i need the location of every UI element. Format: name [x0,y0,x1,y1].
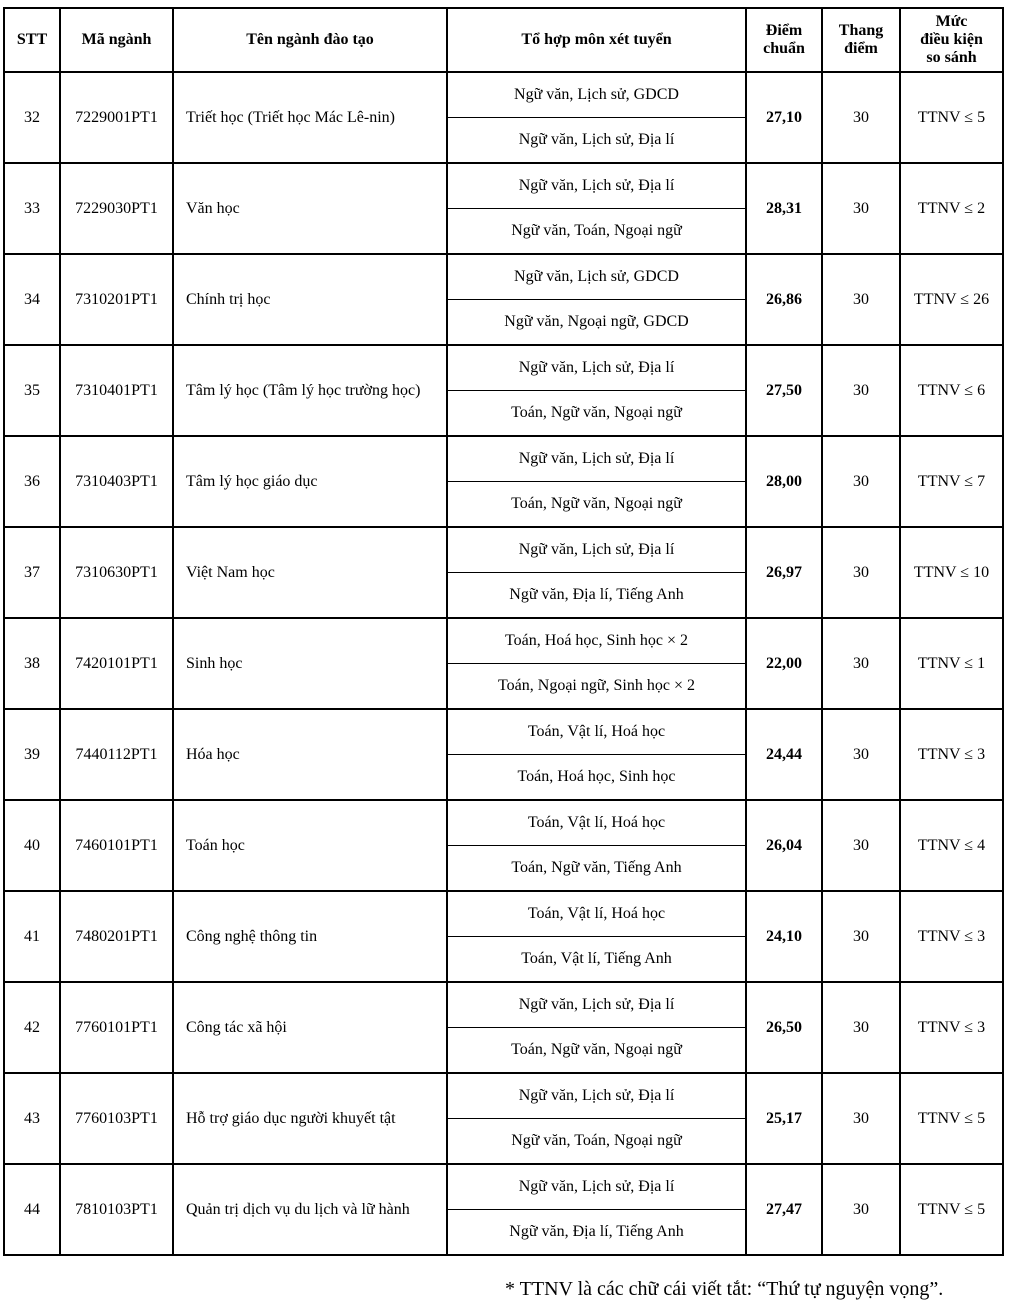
condition-cell: TTNV ≤ 2 [900,163,1003,254]
condition-cell: TTNV ≤ 3 [900,709,1003,800]
score-scale-cell: 30 [822,800,900,891]
condition-cell: TTNV ≤ 7 [900,436,1003,527]
header-condition-line: Mức [935,13,968,30]
major-name-cell: Công nghệ thông tin [173,891,447,982]
subject-combo-cell: Ngữ văn, Địa lí, Tiếng Anh [447,573,746,619]
score-scale-cell: 30 [822,163,900,254]
condition-cell: TTNV ≤ 10 [900,527,1003,618]
score-scale-cell: 30 [822,345,900,436]
subject-combo-cell: Ngữ văn, Toán, Ngoại ngữ [447,209,746,255]
cutoff-score-cell: 27,50 [746,345,822,436]
header-scale-line: điểm [844,40,878,57]
score-scale-cell: 30 [822,618,900,709]
table-row [4,436,1003,482]
subject-combo-cell: Toán, Hoá học, Sinh học [447,755,746,801]
stt-cell: 38 [4,618,60,709]
table-row [4,1164,1003,1210]
header-stt: STT [4,8,60,72]
major-name-cell: Văn học [173,163,447,254]
score-scale-cell: 30 [822,709,900,800]
subject-combo-cell: Toán, Ngữ văn, Tiếng Anh [447,846,746,892]
table-row [4,709,1003,755]
stt-cell: 37 [4,527,60,618]
major-code-cell: 7480201PT1 [60,891,173,982]
subject-combo-cell: Toán, Vật lí, Hoá học [447,709,746,755]
score-scale-cell: 30 [822,982,900,1073]
table-row [4,891,1003,937]
subject-combo-cell: Toán, Vật lí, Tiếng Anh [447,937,746,983]
subject-combo-cell: Ngữ văn, Lịch sử, Địa lí [447,163,746,209]
header-name: Tên ngành đào tạo [173,8,447,72]
stt-cell: 35 [4,345,60,436]
condition-cell: TTNV ≤ 26 [900,254,1003,345]
header-score-line: Điểm [765,22,803,39]
admissions-table [3,7,1004,1256]
subject-combo-cell: Toán, Ngữ văn, Ngoại ngữ [447,482,746,528]
header-combos: Tổ hợp môn xét tuyển [447,8,746,72]
cutoff-score-cell: 25,17 [746,1073,822,1164]
cutoff-score-cell: 24,44 [746,709,822,800]
table-row [4,527,1003,573]
condition-cell: TTNV ≤ 3 [900,982,1003,1073]
stt-cell: 44 [4,1164,60,1255]
subject-combo-cell: Ngữ văn, Lịch sử, GDCD [447,254,746,300]
cutoff-score-cell: 28,31 [746,163,822,254]
score-scale-cell: 30 [822,254,900,345]
subject-combo-cell: Ngữ văn, Lịch sử, Địa lí [447,436,746,482]
score-scale-cell: 30 [822,436,900,527]
major-code-cell: 7460101PT1 [60,800,173,891]
subject-combo-cell: Toán, Ngữ văn, Ngoại ngữ [447,391,746,437]
major-code-cell: 7229001PT1 [60,72,173,163]
major-code-cell: 7440112PT1 [60,709,173,800]
condition-cell: TTNV ≤ 3 [900,891,1003,982]
major-name-cell: Tâm lý học (Tâm lý học trường học) [173,345,447,436]
major-code-cell: 7310403PT1 [60,436,173,527]
major-name-cell: Hỗ trợ giáo dục người khuyết tật [173,1073,447,1164]
major-name-cell: Triết học (Triết học Mác Lê-nin) [173,72,447,163]
subject-combo-cell: Ngữ văn, Lịch sử, GDCD [447,72,746,118]
table-row [4,345,1003,391]
subject-combo-cell: Toán, Ngữ văn, Ngoại ngữ [447,1028,746,1074]
major-code-cell: 7420101PT1 [60,618,173,709]
cutoff-score-cell: 26,50 [746,982,822,1073]
major-code-cell: 7310630PT1 [60,527,173,618]
subject-combo-cell: Ngữ văn, Lịch sử, Địa lí [447,982,746,1028]
subject-combo-cell: Ngữ văn, Lịch sử, Địa lí [447,118,746,164]
major-code-cell: 7229030PT1 [60,163,173,254]
table-row [4,982,1003,1028]
cutoff-score-cell: 24,10 [746,891,822,982]
cutoff-score-cell: 22,00 [746,618,822,709]
cutoff-score-cell: 27,10 [746,72,822,163]
major-code-cell: 7310201PT1 [60,254,173,345]
header-score-line: chuẩn [763,40,805,57]
cutoff-score-cell: 27,47 [746,1164,822,1255]
cutoff-score-cell: 26,86 [746,254,822,345]
condition-cell: TTNV ≤ 5 [900,1073,1003,1164]
subject-combo-cell: Ngữ văn, Địa lí, Tiếng Anh [447,1210,746,1256]
subject-combo-cell: Toán, Ngoại ngữ, Sinh học × 2 [447,664,746,710]
major-name-cell: Công tác xã hội [173,982,447,1073]
table-row [4,163,1003,209]
subject-combo-cell: Ngữ văn, Ngoại ngữ, GDCD [447,300,746,346]
major-name-cell: Sinh học [173,618,447,709]
table-row [4,618,1003,664]
header-row [4,8,1003,72]
header-condition-line: điều kiện [920,31,983,48]
major-name-cell: Hóa học [173,709,447,800]
subject-combo-cell: Toán, Hoá học, Sinh học × 2 [447,618,746,664]
score-scale-cell: 30 [822,1073,900,1164]
major-code-cell: 7810103PT1 [60,1164,173,1255]
score-scale-cell: 30 [822,891,900,982]
stt-cell: 42 [4,982,60,1073]
stt-cell: 32 [4,72,60,163]
condition-cell: TTNV ≤ 5 [900,1164,1003,1255]
subject-combo-cell: Ngữ văn, Lịch sử, Địa lí [447,345,746,391]
score-scale-cell: 30 [822,72,900,163]
stt-cell: 40 [4,800,60,891]
header-scale [822,8,900,72]
stt-cell: 34 [4,254,60,345]
subject-combo-cell: Ngữ văn, Lịch sử, Địa lí [447,1164,746,1210]
footnote: * TTNV là các chữ cái viết tắt: “Thứ tự nguyện vọng”. [505,1278,944,1300]
cutoff-score-cell: 26,04 [746,800,822,891]
subject-combo-cell: Ngữ văn, Toán, Ngoại ngữ [447,1119,746,1165]
major-name-cell: Tâm lý học giáo dục [173,436,447,527]
condition-cell: TTNV ≤ 6 [900,345,1003,436]
major-name-cell: Việt Nam học [173,527,447,618]
subject-combo-cell: Ngữ văn, Lịch sử, Địa lí [447,1073,746,1119]
stt-cell: 43 [4,1073,60,1164]
table-row [4,800,1003,846]
header-scale-line: Thang [838,22,884,39]
table-row [4,72,1003,118]
condition-cell: TTNV ≤ 4 [900,800,1003,891]
condition-cell: TTNV ≤ 5 [900,72,1003,163]
cutoff-score-cell: 26,97 [746,527,822,618]
major-code-cell: 7760101PT1 [60,982,173,1073]
table-row [4,1073,1003,1119]
score-scale-cell: 30 [822,1164,900,1255]
stt-cell: 41 [4,891,60,982]
table-row [4,254,1003,300]
stt-cell: 39 [4,709,60,800]
subject-combo-cell: Ngữ văn, Lịch sử, Địa lí [447,527,746,573]
cutoff-score-cell: 28,00 [746,436,822,527]
header-condition-line: so sánh [926,49,977,66]
stt-cell: 33 [4,163,60,254]
major-name-cell: Toán học [173,800,447,891]
score-scale-cell: 30 [822,527,900,618]
header-condition [900,8,1003,72]
subject-combo-cell: Toán, Vật lí, Hoá học [447,891,746,937]
condition-cell: TTNV ≤ 1 [900,618,1003,709]
major-name-cell: Chính trị học [173,254,447,345]
major-code-cell: 7310401PT1 [60,345,173,436]
header-score [746,8,822,72]
major-code-cell: 7760103PT1 [60,1073,173,1164]
table-body [4,72,1003,1255]
header-code: Mã ngành [60,8,173,72]
subject-combo-cell: Toán, Vật lí, Hoá học [447,800,746,846]
stt-cell: 36 [4,436,60,527]
major-name-cell: Quản trị dịch vụ du lịch và lữ hành [173,1164,447,1255]
